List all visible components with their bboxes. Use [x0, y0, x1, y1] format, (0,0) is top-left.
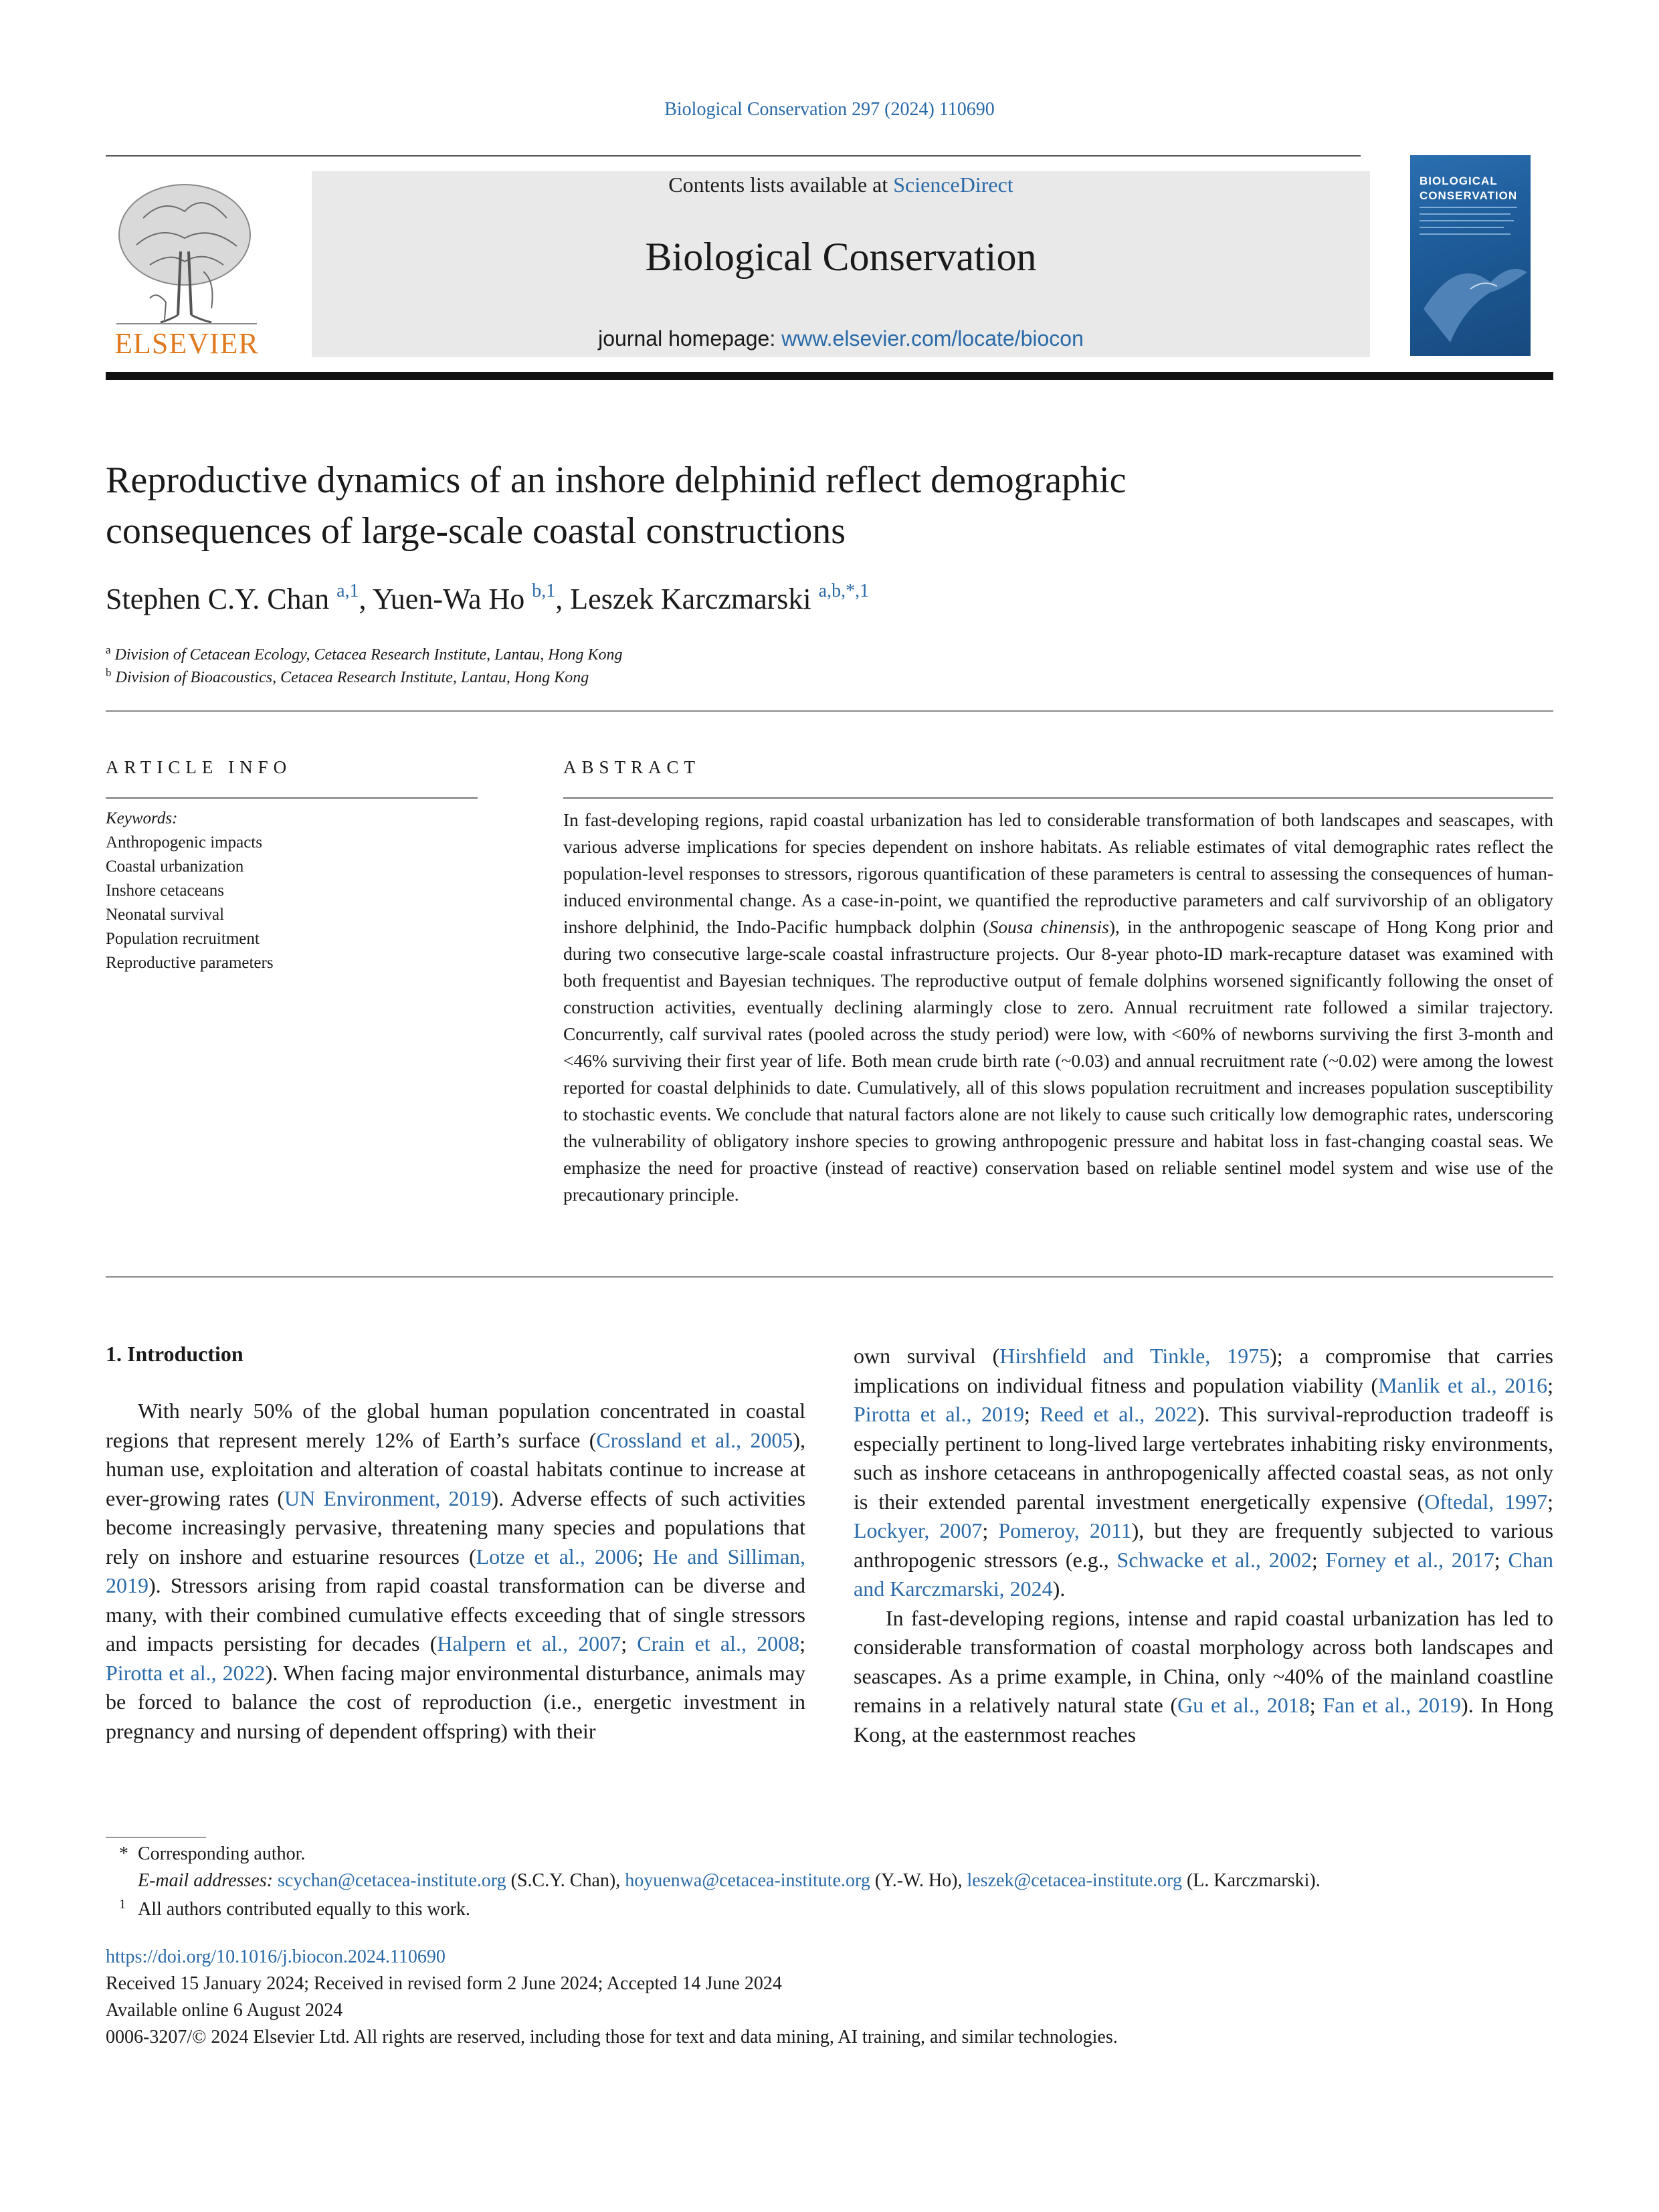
footnote-corresponding	[119, 1843, 305, 1865]
citation-link[interactable]: Crossland et al., 2005	[596, 1427, 793, 1452]
affiliation-mark: b	[106, 666, 112, 679]
citation-link[interactable]: Chan and Karczmarski, 2024	[854, 1547, 1554, 1601]
paragraph-text: ); a compromise that carries implications on individual fitness and population viability (	[854, 1344, 1554, 1397]
author-affiliation-mark[interactable]: b,1	[532, 581, 556, 601]
paragraph-text: ;	[621, 1631, 638, 1655]
section-divider	[106, 710, 1553, 712]
footnote-emails	[138, 1870, 1321, 1892]
sciencedirect-link[interactable]: ScienceDirect	[893, 173, 1013, 197]
cover-title-line2: CONSERVATION	[1420, 189, 1518, 202]
paragraph-text: ;	[1547, 1489, 1554, 1514]
citation-link[interactable]: Halpern et al., 2007	[437, 1631, 621, 1655]
email-link[interactable]: hoyuenwa@cetacea-institute.org	[625, 1870, 870, 1891]
paragraph-text: ). Stressors arising from rapid coastal transformation can be diverse and many, with their combined cumulative effects exceeding that of single stressors and impacts persisting for decades (	[106, 1573, 805, 1655]
citation-link[interactable]: Manlik et al., 2016	[1378, 1373, 1548, 1397]
abstract-rule	[563, 797, 1553, 799]
keyword-item: Inshore cetaceans	[106, 882, 224, 900]
footnote-symbol: *	[119, 1843, 128, 1864]
paragraph-text: ). In Hong Kong, at the easternmost reaches	[854, 1693, 1554, 1746]
paragraph-text: own survival (	[854, 1344, 1000, 1368]
header-divider	[106, 155, 1361, 157]
paragraph-text: ).	[1052, 1577, 1066, 1601]
section-heading-introduction: 1. Introduction	[106, 1342, 243, 1366]
email-owner: (Y.-W. Ho),	[870, 1870, 967, 1891]
citation-link[interactable]: Pirotta et al., 2022	[106, 1660, 266, 1685]
cover-title-line1: BIOLOGICAL	[1420, 175, 1498, 187]
journal-homepage-link[interactable]: www.elsevier.com/locate/biocon	[781, 326, 1084, 350]
paragraph-text: With nearly 50% of the global human population concentrated in coastal regions that represent merely 12% of Earth’s surface (	[106, 1399, 805, 1452]
keyword-item: Neonatal survival	[106, 906, 225, 924]
copyright-notice: 0006-3207/© 2024 Elsevier Ltd. All rights are reserved, including those for text and data mining, AI training, and similar technologies.	[106, 2027, 1118, 2047]
contents-available-line	[312, 173, 1370, 197]
keyword-item: Coastal urbanization	[106, 858, 244, 876]
citation-link[interactable]: Pirotta et al., 2019	[854, 1402, 1024, 1426]
header-thick-rule	[106, 372, 1553, 380]
keyword-item: Anthropogenic impacts	[106, 833, 262, 851]
keyword-item: Reproductive parameters	[106, 954, 274, 972]
journal-homepage-line	[312, 326, 1370, 351]
footnote-symbol: 1	[119, 1897, 126, 1912]
article-title-line2: consequences of large-scale coastal constructions	[106, 510, 846, 552]
citation-link[interactable]: Oftedal, 1997	[1424, 1489, 1548, 1514]
citation-link[interactable]: Fan et al., 2019	[1323, 1693, 1462, 1717]
email-owner: (L. Karczmarski).	[1181, 1870, 1321, 1891]
article-title	[106, 455, 1444, 557]
affiliation-text: Division of Bioacoustics, Cetacea Research Institute, Lantau, Hong Kong	[115, 669, 589, 686]
email-owner: (S.C.Y. Chan),	[506, 1870, 625, 1891]
paragraph-text: ), but they are frequently subjected to various anthropogenic stressors (e.g.,	[854, 1518, 1554, 1572]
affiliation-text: Division of Cetacean Ecology, Cetacea Research Institute, Lantau, Hong Kong	[114, 646, 623, 664]
email-link[interactable]: scychan@cetacea-institute.org	[277, 1870, 506, 1891]
paragraph-text: ;	[982, 1518, 999, 1542]
footnote-equal-contribution	[119, 1897, 470, 1920]
author-affiliation-mark[interactable]: a,b,*,1	[818, 581, 870, 601]
citation-link[interactable]: UN Environment, 2019	[284, 1486, 492, 1510]
citation-link[interactable]: He and Silliman, 2019	[106, 1544, 806, 1597]
footnote-text: All authors contributed equally to this work.	[138, 1899, 470, 1920]
citation-link[interactable]: Hirshfield and Tinkle, 1975	[999, 1344, 1270, 1368]
elsevier-wordmark: ELSEVIER	[114, 327, 259, 360]
citation-link[interactable]: Lotze et al., 2006	[476, 1544, 638, 1569]
cover-bird-icon	[1410, 155, 1531, 356]
paragraph	[106, 1397, 805, 1746]
doi-link[interactable]: https://doi.org/10.1016/j.biocon.2024.110690	[106, 1946, 446, 1967]
species-name: Sousa chinensis	[989, 916, 1109, 937]
available-online-date: Available online 6 August 2024	[106, 2000, 343, 2021]
author-name[interactable]: Leszek Karczmarski	[570, 583, 811, 615]
citation-link[interactable]: Crain et al., 2008	[637, 1631, 800, 1655]
abstract-part2: ), in the anthropogenic seascape of Hong Kong prior and during two consecutive large-scale coastal infrastructure projects. Our 8-year photo-ID mark-recapture dataset was examined with both frequentist and Bayesian techniques. The reproductive output of female dolphins worsened significantly following the onset of construction activities, eventually declining alarmingly close to zero. Annual recruitment rate followed a similar trajectory. Concurrently, calf survival rates (pooled across the study period) were low, with <60% of newborns surviving the first 3-month and <46% surviving their first year of life. Both mean crude birth rate (~0.03) and annual recruitment rate (~0.02) were among the lowest reported for coastal delphinids to date. Cumulatively, all of this slows population recruitment and increases population susceptibility to stochastic events. We conclude that natural factors alone are not likely to cause such critically low demographic rates, underscoring the vulnerability of obligatory inshore species to growing anthropogenic pressure and habitat loss in fast-changing coastal seas. We emphasize the need for proactive (instead of reactive) conservation based on reliable sentinel model system and wise use of the precautionary principle.	[563, 916, 1553, 1205]
paragraph	[854, 1342, 1553, 1604]
paragraph	[854, 1604, 1553, 1750]
footnote-text: Corresponding author.	[138, 1843, 306, 1864]
author-list: Stephen C.Y. Chan $^{a,1}$, Yuen-Wa Ho $^{b,1}$, Leszek Karczmarski $^{a,b,*,1}$	[106, 581, 870, 615]
paragraph-text: ). When facing major environmental disturbance, animals may be forced to balance the cost of reproduction (i.e., energetic investment in pregnancy and nursing of dependent offspring) with their	[106, 1660, 806, 1743]
article-title-line1: Reproductive dynamics of an inshore delphinid reflect demographic	[106, 460, 1127, 501]
paragraph-text: ;	[1547, 1373, 1554, 1397]
citation-link[interactable]: Reed et al., 2022	[1040, 1402, 1197, 1426]
paragraph-text: ;	[799, 1631, 806, 1655]
elsevier-logo	[103, 171, 270, 359]
paragraph-text: ;	[1024, 1402, 1040, 1426]
paragraph-text: ). Adverse effects of such activities become increasingly pervasive, threatening many species and populations that rely on inshore and estuarine resources (	[106, 1486, 806, 1569]
paragraph-text: In fast-developing regions, intense and rapid coastal urbanization has led to considerable transformation of coastal morphology across both landscapes and seascapes. As a prime example, in China, only ~40% of the mainland coastline remains in a relatively natural state (	[854, 1605, 1553, 1717]
journal-cover-thumbnail[interactable]	[1410, 155, 1531, 356]
author-affiliation-mark[interactable]: a,1	[336, 581, 359, 601]
citation-link[interactable]: Lockyer, 2007	[854, 1518, 983, 1542]
paragraph-text: ;	[637, 1544, 653, 1569]
affiliation-b	[106, 666, 589, 687]
journal-citation-link[interactable]: Biological Conservation 297 (2024) 110690	[664, 99, 995, 120]
paragraph-text: ;	[1309, 1693, 1323, 1717]
citation-link[interactable]: Gu et al., 2018	[1177, 1693, 1310, 1717]
section-divider	[106, 1276, 1553, 1278]
keyword-item: Population recruitment	[106, 930, 260, 948]
citation-link[interactable]: Pomeroy, 2011	[998, 1518, 1132, 1542]
author-name[interactable]: Stephen C.Y. Chan	[106, 583, 330, 615]
footnote-rule	[106, 1837, 206, 1838]
author-name[interactable]: Yuen-Wa Ho	[372, 583, 525, 615]
article-info-rule	[106, 797, 478, 799]
body-column-left	[106, 1397, 805, 1746]
body-column-right	[854, 1342, 1553, 1749]
contents-prefix: Contents lists available at	[668, 173, 894, 197]
paragraph-text: ). This survival-reproduction tradeoff is especially pertinent to long-lived large vertebrates inhabiting risky environments, such as inshore cetaceans in anthropogenically affected coastal seas, as not only is their extended parental investment energetically expensive (	[854, 1402, 1554, 1514]
homepage-prefix: journal homepage:	[598, 326, 782, 350]
paragraph-text: ;	[1494, 1547, 1508, 1572]
affiliation-a	[106, 643, 623, 664]
paragraph-text: ;	[1311, 1547, 1326, 1572]
paragraph-text: ), human use, exploitation and alteration of coastal habitats continue to increase at ever-growing rates (	[106, 1427, 806, 1510]
citation-link[interactable]: Schwacke et al., 2002	[1116, 1547, 1312, 1572]
keywords-label: Keywords:	[106, 809, 178, 827]
article-info-heading: ARTICLE INFO	[106, 757, 292, 777]
email-link[interactable]: leszek@cetacea-institute.org	[967, 1870, 1182, 1891]
received-dates: Received 15 January 2024; Received in revised form 2 June 2024; Accepted 14 June 2024	[106, 1973, 782, 1994]
email-label: E-mail addresses:	[138, 1870, 273, 1891]
journal-name: Biological Conservation	[645, 235, 1037, 279]
citation-link[interactable]: Forney et al., 2017	[1325, 1547, 1494, 1572]
affiliation-mark: a	[106, 643, 111, 656]
abstract-part1: In fast-developing regions, rapid coastal urbanization has led to considerable transformation of both landscapes and seascapes, with various adverse implications for species dependent on inshore habitats. As reliable estimates of vital demographic rates reflect the population-level responses to stressors, rigorous quantification of these parameters is central to assessing the consequences of human-induced environmental change. As a case-in-point, we quantified the reproductive parameters and calf survivorship of an obligatory inshore delphinid, the Indo-Pacific humpback dolphin (	[563, 809, 1553, 937]
abstract-text	[563, 807, 1553, 1208]
abstract-heading: ABSTRACT	[563, 757, 701, 777]
